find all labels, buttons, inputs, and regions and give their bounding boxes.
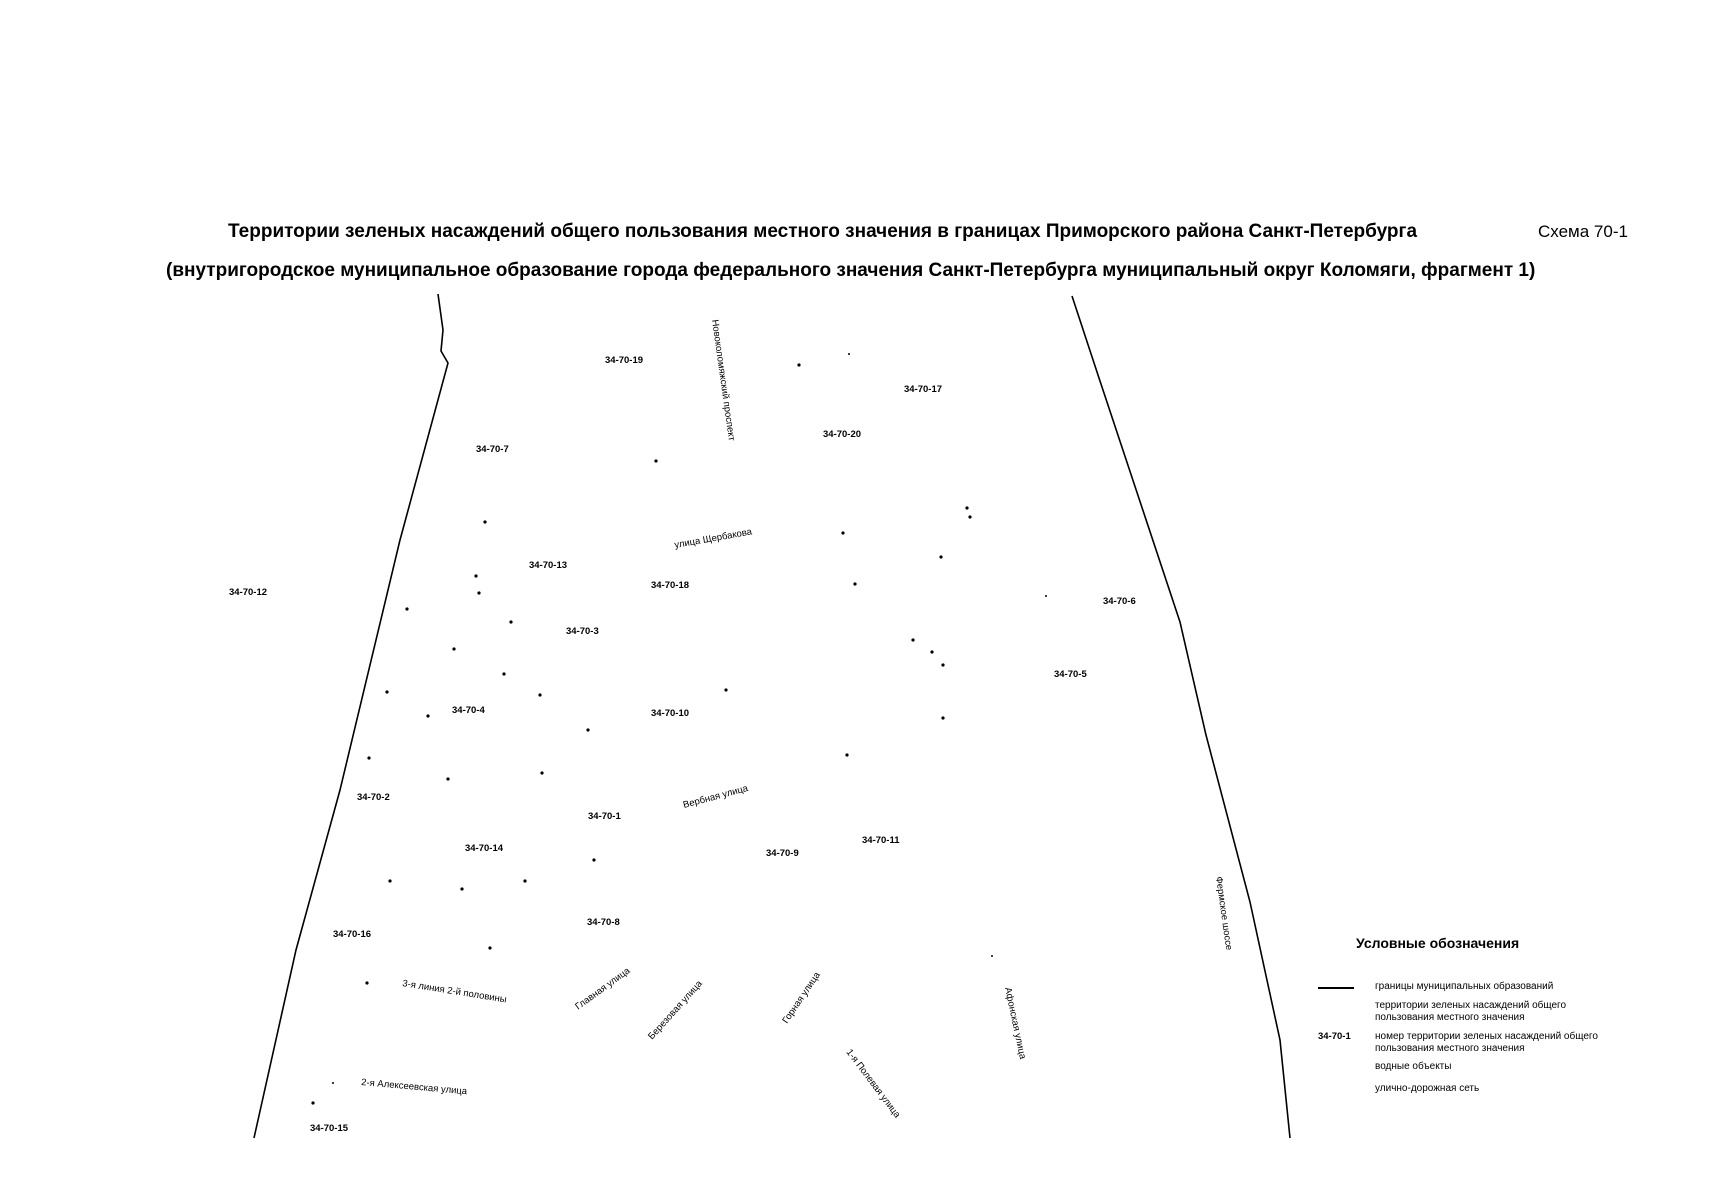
area-label: 34-70-8	[587, 917, 620, 928]
green-area-mark	[538, 693, 541, 696]
area-label: 34-70-2	[357, 792, 390, 803]
street-label: 2-я Алексеевская улица	[360, 1077, 468, 1098]
green-area-mark	[853, 582, 856, 585]
green-area-mark	[930, 650, 933, 653]
area-label: 34-70-13	[529, 560, 568, 571]
map-title: Территории зеленых насаждений общего пользования местного значения в границах Приморского района Санкт-Петербурга	[228, 221, 1418, 242]
green-area-mark	[654, 459, 657, 462]
area-label: 34-70-12	[229, 587, 268, 598]
street-label: Афонская улица	[1002, 986, 1029, 1061]
legend-item-text: улично-дорожная сеть	[1375, 1083, 1480, 1094]
scheme-number: Схема 70-1	[1538, 222, 1628, 241]
legend-code: 34-70-1	[1318, 1031, 1351, 1042]
green-area-mark	[941, 663, 944, 666]
green-area-mark	[460, 887, 463, 890]
green-area-mark	[365, 981, 368, 984]
road-network-symbol	[1318, 1083, 1358, 1097]
street-label: Главная улица	[573, 965, 633, 1013]
area-label: 34-70-16	[333, 929, 372, 940]
green-area-mark	[446, 777, 449, 780]
street-label: 3-я линия 2-й половины	[401, 978, 508, 1006]
green-area-mark	[968, 515, 971, 518]
area-label: 34-70-9	[766, 848, 799, 859]
green-area-mark	[426, 714, 429, 717]
green-area-mark	[509, 620, 512, 623]
green-area-mark	[502, 672, 505, 675]
green-area-mark	[523, 879, 526, 882]
street-label: Вербная улица	[681, 782, 750, 811]
legend-item-text: водные объекты	[1375, 1061, 1452, 1072]
green-area-mark	[388, 879, 391, 882]
green-area-mark	[797, 363, 800, 366]
area-label: 34-70-14	[465, 843, 504, 854]
green-area-mark	[586, 728, 589, 731]
green-area-mark	[911, 638, 914, 641]
green-area-mark	[965, 506, 968, 509]
map-subtitle: (внутригородское муниципальное образование города федерального значения Санкт-Петербурга муниципальный округ Коломяги, фрагмент 1)	[166, 260, 1536, 281]
street-label: Березовая улица	[646, 978, 705, 1043]
area-label: 34-70-17	[904, 384, 943, 395]
area-label: 34-70-7	[476, 444, 509, 455]
legend-item-text: границы муниципальных образований	[1375, 981, 1554, 992]
green-area-mark	[452, 647, 455, 650]
area-label: 34-70-1	[588, 811, 621, 822]
green-area-mark	[540, 771, 543, 774]
area-labels	[229, 355, 1136, 1134]
green-area-mark	[845, 753, 848, 756]
area-label: 34-70-10	[651, 708, 690, 719]
green-area-mark	[848, 353, 850, 355]
legend-item-text: номер территории зеленых насаждений общего пользования местного значения	[1375, 1031, 1598, 1054]
area-label: 34-70-19	[605, 355, 644, 366]
green-area-mark	[405, 607, 408, 610]
green-area-mark	[477, 591, 480, 594]
boundary-line-symbol	[1318, 981, 1358, 995]
green-area-mark	[724, 688, 727, 691]
area-label: 34-70-5	[1054, 669, 1087, 680]
green-area-mark	[483, 520, 486, 523]
green-area-mark	[941, 716, 944, 719]
green-area-symbol	[1318, 1000, 1358, 1014]
street-label: Новоколомяжский проспект	[709, 318, 737, 442]
street-label: Горная улица	[780, 970, 823, 1026]
area-label: 34-70-15	[310, 1123, 349, 1134]
green-area-mark	[385, 690, 388, 693]
green-area-mark	[1045, 595, 1047, 597]
green-area-mark	[311, 1101, 314, 1104]
street-label: улица Щербакова	[673, 526, 753, 551]
green-area-mark	[332, 1082, 334, 1084]
municipal-boundary-west	[254, 294, 448, 1138]
area-label: 34-70-11	[862, 835, 900, 846]
area-label: 34-70-6	[1103, 596, 1136, 607]
green-area-mark	[488, 946, 491, 949]
green-area-mark	[939, 555, 942, 558]
area-label: 34-70-18	[651, 580, 690, 591]
municipal-boundary-east	[1072, 296, 1290, 1138]
area-label: 34-70-3	[566, 626, 599, 637]
area-label: 34-70-4	[452, 705, 485, 716]
legend-title: Условные обозначения	[1356, 935, 1520, 951]
green-area-mark	[474, 574, 477, 577]
street-label: 1-я Полевая улица	[843, 1047, 903, 1121]
street-labels	[361, 319, 1235, 1121]
green-area-mark	[367, 756, 370, 759]
green-area-mark	[991, 955, 993, 957]
green-area-mark	[592, 858, 595, 861]
area-label: 34-70-20	[823, 429, 862, 440]
street-label: Фермское шоссе	[1213, 875, 1235, 951]
water-symbol	[1318, 1061, 1358, 1075]
green-area-mark	[841, 531, 844, 534]
legend-item-text: территории зеленых насаждений общего пользования местного значения	[1375, 1000, 1567, 1023]
area-number-symbol	[1318, 1031, 1358, 1045]
